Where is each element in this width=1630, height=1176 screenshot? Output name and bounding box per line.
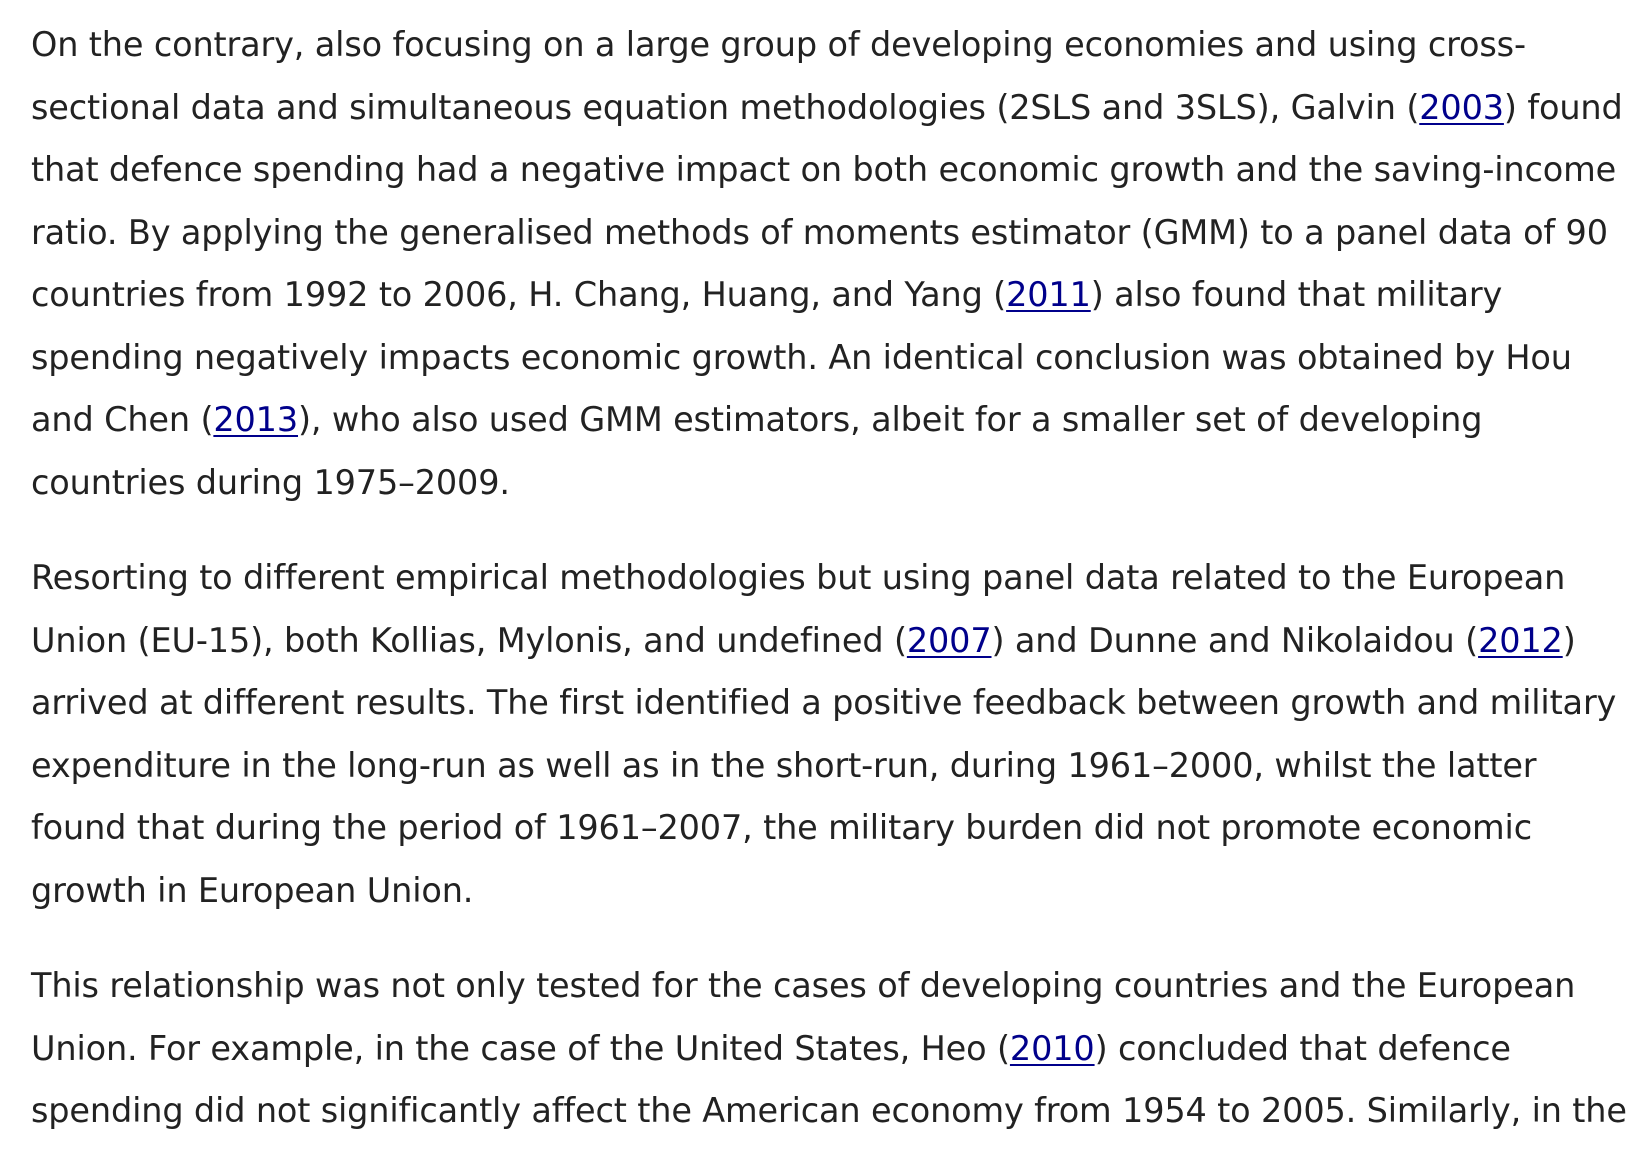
text-line	[31, 452, 1611, 515]
text-segment: found that during the period of 1961–2007, the military burden did not promote economic	[31, 808, 1532, 847]
text-line	[31, 955, 1611, 1018]
text-line	[31, 389, 1611, 452]
text-segment: countries from 1992 to 2006, H. Chang, Huang, and Yang (	[31, 275, 1007, 314]
text-line	[31, 327, 1611, 390]
text-segment: spending negatively impacts economic growth. An identical conclusion was obtained by Hou	[31, 337, 1572, 377]
text-segment: ) also found that military	[1090, 275, 1503, 314]
citation-link[interactable]: 2013	[213, 400, 299, 439]
citation-link[interactable]: 2011	[1006, 275, 1091, 314]
text-segment: ratio. By applying the generalised methods of moments estimator (GMM) to a panel data of 90	[31, 212, 1608, 252]
text-segment: Union (EU-15), both Kollias, Mylonis, and undefined (	[31, 620, 907, 660]
text-line	[31, 672, 1617, 735]
text-segment: This relationship was not only tested for the cases of developing countries and the European	[31, 966, 1576, 1005]
text-line	[31, 610, 1611, 673]
text-line	[31, 1080, 1627, 1143]
text-line	[31, 547, 1611, 610]
text-segment: )	[1562, 620, 1576, 660]
citation-link[interactable]: 2003	[1419, 87, 1504, 127]
text-segment: arrived at different results. The first identified a positive feedback between growth and military	[31, 683, 1617, 722]
text-segment: Union. For example, in the case of the United States, Heo (	[31, 1028, 1010, 1068]
text-segment: spending did not significantly affect the American economy from 1954 to 2005. Similarly, in the	[31, 1091, 1627, 1130]
text-line	[31, 139, 1617, 202]
paragraph	[31, 955, 1627, 1143]
text-line	[31, 14, 1611, 77]
text-segment: sectional data and simultaneous equation methodologies (2SLS and 3SLS), Galvin (	[31, 87, 1420, 127]
text-line	[31, 797, 1611, 860]
text-segment: Resorting to different empirical methodologies but using panel data related to the European	[31, 558, 1566, 597]
citation-link[interactable]: 2007	[906, 620, 992, 660]
citation-link[interactable]: 2010	[1009, 1028, 1095, 1068]
paragraph	[31, 547, 1617, 922]
text-line	[31, 860, 1611, 923]
text-line	[31, 77, 1623, 140]
text-segment: expenditure in the long-run as well as in the short-run, during 1961–2000, whilst the latter	[31, 745, 1537, 785]
text-line	[31, 264, 1611, 327]
text-segment: growth in European Union.	[31, 870, 474, 910]
text-line	[31, 202, 1611, 265]
citation-link[interactable]: 2012	[1478, 620, 1563, 660]
text-line	[31, 1018, 1611, 1081]
text-segment: countries during 1975–2009.	[31, 462, 510, 502]
text-segment: ) found	[1503, 87, 1623, 127]
text-segment: On the contrary, also focusing on a large group of developing economies and using cross-	[31, 25, 1526, 64]
article-body	[31, 14, 1627, 1176]
paragraph	[31, 14, 1623, 514]
text-segment: ) concluded that defence	[1094, 1028, 1511, 1068]
text-segment: that defence spending had a negative impact on both economic growth and the saving-income	[31, 150, 1617, 189]
text-segment: and Chen (	[31, 400, 214, 439]
text-line	[31, 735, 1611, 798]
text-segment: ), who also used GMM estimators, albeit for a smaller set of developing	[298, 400, 1483, 439]
text-segment: ) and Dunne and Nikolaidou (	[991, 620, 1479, 660]
